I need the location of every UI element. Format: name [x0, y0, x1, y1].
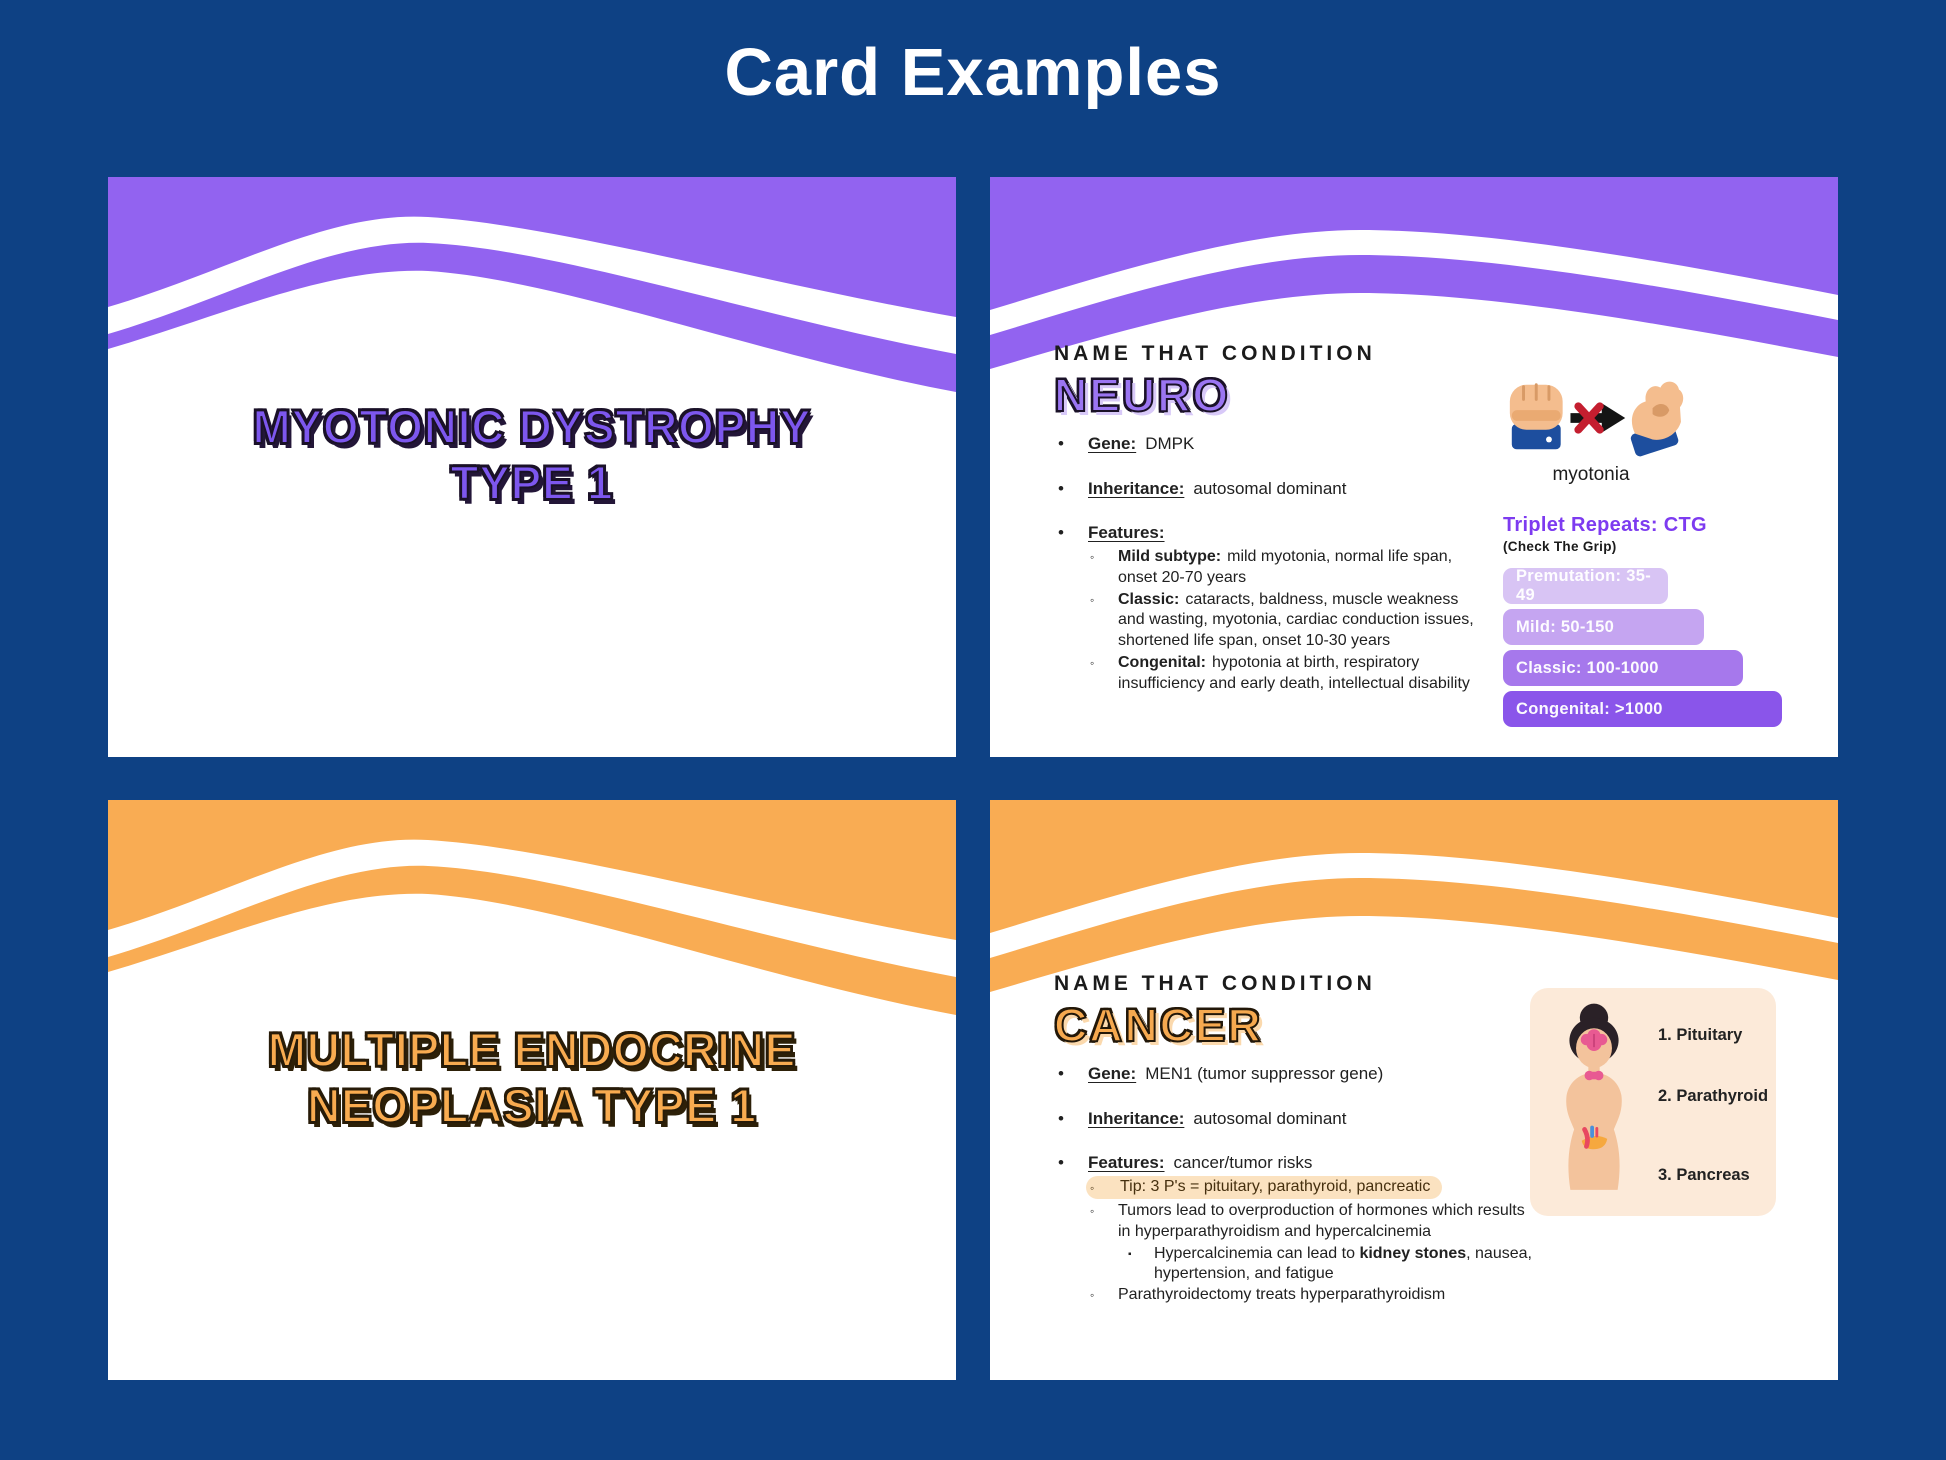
- inheritance-label: Inheritance:: [1088, 1108, 1185, 1128]
- card-myotonic-dystrophy: [108, 177, 956, 757]
- features-label: Features:: [1088, 522, 1165, 542]
- feature-desc: cataracts, baldness, muscle weakness and wasting, myotonia, cardiac conduction issues, shortened life span, onset 10-30 years: [1118, 590, 1474, 650]
- hyper-bold: kidney stones: [1359, 1244, 1467, 1262]
- feature-term: Classic:: [1118, 590, 1180, 608]
- feature-item: [1054, 653, 1478, 695]
- myotonia-illustration: [1495, 373, 1687, 486]
- feature-desc: mild myotonia, normal life span, onset 20-70 years: [1118, 548, 1453, 586]
- gene-bullet: [1054, 433, 1478, 454]
- bullet-icon: •: [1058, 1064, 1064, 1084]
- features-bullet: [1054, 1152, 1532, 1173]
- hypercalcinemia-item: [1054, 1244, 1532, 1286]
- card-title-line1: MYOTONIC DYSTROPHY: [252, 400, 812, 453]
- card-cancer: [990, 800, 1838, 1380]
- features-bullet: [1054, 522, 1478, 543]
- no-release-arrow-icon: [1570, 403, 1625, 432]
- inheritance-bullet: [1054, 478, 1478, 499]
- feature-desc: hypotonia at birth, respiratory insufficiency and early death, intellectual disability: [1118, 654, 1470, 692]
- features-label: Features:: [1088, 1152, 1165, 1172]
- organ-label-pituitary: 1. Pituitary: [1658, 1026, 1743, 1044]
- gene-bullet: [1054, 1063, 1532, 1084]
- condition-title: CANCER: [1054, 999, 1263, 1051]
- triplet-repeats-subtitle: (Check The Grip): [1503, 539, 1617, 554]
- wave-decoration: [108, 800, 956, 1030]
- cancer-content: [1054, 972, 1532, 1307]
- feature-term: Mild subtype:: [1118, 548, 1222, 566]
- features-value: cancer/tumor risks: [1173, 1152, 1313, 1172]
- fist-icon: [1510, 385, 1563, 450]
- inheritance-label: Inheritance:: [1088, 478, 1185, 498]
- card-multiple-endocrine-neoplasia: [108, 800, 956, 1380]
- repeat-range-bars: [1503, 568, 1782, 727]
- thyroid-icon: [1585, 1071, 1604, 1080]
- organ-labels: [1646, 988, 1768, 1216]
- wave-decoration: [108, 177, 956, 407]
- card-title-line1: MULTIPLE ENDOCRINE: [267, 1023, 797, 1076]
- parathyroidectomy-item: [1054, 1285, 1532, 1306]
- bullet-icon: •: [1058, 1108, 1064, 1128]
- organs-panel: [1530, 988, 1776, 1216]
- circle-bullet-icon: ◦: [1090, 1204, 1095, 1219]
- parathyroidectomy-text: Parathyroidectomy treats hyperparathyroidism: [1118, 1286, 1446, 1304]
- neuro-content: [1054, 342, 1478, 696]
- bar-premutation: Premutation: 35-49: [1503, 568, 1668, 604]
- feature-item: [1054, 547, 1478, 589]
- tumors-text: Tumors lead to overproduction of hormones which results in hyperparathyroidism and hypercalcinemia: [1118, 1202, 1525, 1240]
- bullet-icon: •: [1058, 434, 1064, 454]
- circle-bullet-icon: ◦: [1090, 656, 1095, 671]
- inheritance-value: autosomal dominant: [1193, 478, 1347, 498]
- woman-organs-illustration: [1542, 996, 1646, 1208]
- organ-label-parathyroid: 2. Parathyroid: [1658, 1087, 1769, 1105]
- bullet-icon: •: [1058, 478, 1064, 498]
- card-title-line2: TYPE 1: [450, 456, 614, 509]
- circle-bullet-icon: ◦: [1090, 592, 1095, 607]
- neuro-side-panel: [1495, 373, 1782, 732]
- organ-label-pancreas: 3. Pancreas: [1658, 1166, 1750, 1184]
- icon-caption: myotonia: [1552, 464, 1630, 485]
- feature-term: Congenital:: [1118, 654, 1206, 672]
- myotonia-hands-icon: [1498, 373, 1684, 461]
- bullet-icon: •: [1058, 1152, 1064, 1172]
- triplet-repeats-title: Triplet Repeats: CTG: [1503, 514, 1707, 536]
- gene-label: Gene:: [1088, 434, 1137, 454]
- circle-bullet-icon: ◦: [1090, 1288, 1095, 1303]
- open-hand-icon: [1630, 382, 1684, 458]
- hyper-post: , nausea, hypertension, and fatigue: [1154, 1244, 1532, 1283]
- bar-classic: Classic: 100-1000: [1503, 650, 1743, 686]
- tumors-item: [1054, 1201, 1532, 1243]
- gene-label: Gene:: [1088, 1064, 1137, 1084]
- square-bullet-icon: ▪: [1128, 1248, 1132, 1260]
- bullet-icon: •: [1058, 522, 1064, 542]
- tip-text: Tip: 3 P's = pituitary, parathyroid, pancreatic: [1120, 1178, 1431, 1196]
- inheritance-value: autosomal dominant: [1193, 1108, 1347, 1128]
- circle-bullet-icon: ◦: [1090, 1181, 1095, 1196]
- tip-highlight: [1086, 1176, 1442, 1199]
- kicker: NAME THAT CONDITION: [1054, 972, 1376, 995]
- condition-title: NEURO: [1054, 369, 1231, 421]
- card-title: [121, 1022, 944, 1134]
- hyper-pre: Hypercalcinemia can lead to: [1154, 1244, 1360, 1262]
- kicker: NAME THAT CONDITION: [1054, 342, 1376, 365]
- bar-congenital: Congenital: >1000: [1503, 691, 1782, 727]
- inheritance-bullet: [1054, 1108, 1532, 1129]
- card-neuro: [990, 177, 1838, 757]
- circle-bullet-icon: ◦: [1090, 550, 1095, 565]
- card-title-line2: NEOPLASIA TYPE 1: [307, 1079, 757, 1132]
- card-grid: [108, 177, 1838, 1380]
- gene-value: MEN1 (tumor suppressor gene): [1145, 1064, 1384, 1084]
- card-title: [121, 399, 944, 511]
- gene-value: DMPK: [1145, 434, 1195, 454]
- page-title: Card Examples: [724, 35, 1222, 110]
- bar-mild: Mild: 50-150: [1503, 609, 1704, 645]
- feature-item: [1054, 590, 1478, 652]
